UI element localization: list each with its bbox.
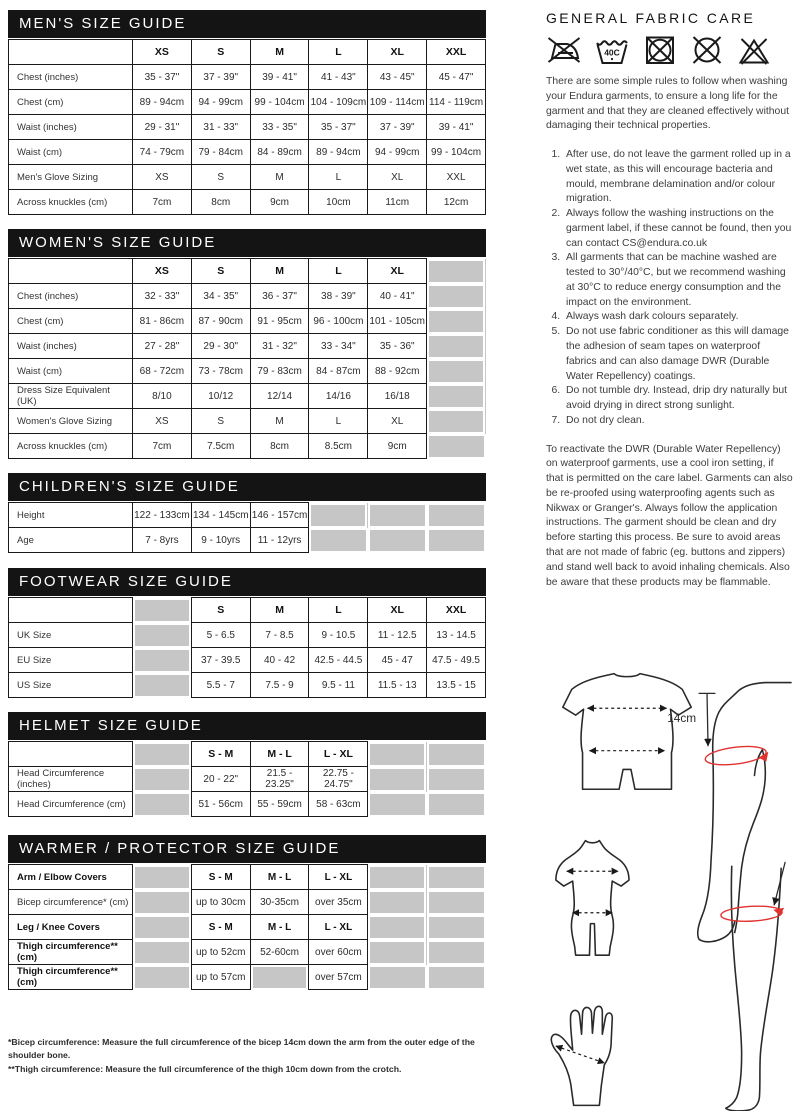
row-label: Head Circumference (cm)	[9, 792, 133, 817]
size-cell: 104 - 109cm	[309, 90, 368, 115]
dwr-paragraph: To reactivate the DWR (Durable Water Repellency) on waterproof garments, use a cool iron setting, if that is permitted on the care label. Garments can also be re-proofed using waterproofing agents such as Nikwax or Granger's. Always follow the application instructions. The garment should be clean and dry before starting this process. Be sure to avoid areas that are not made of fabric (eg. buttons and zippers) and stand well back to avoid inhaling chemicals. Also be aware that these products may be flammable.	[546, 443, 793, 588]
size-cell: 37 - 39"	[191, 65, 250, 90]
size-cell: L	[309, 409, 368, 434]
size-cell: 8cm	[191, 190, 250, 215]
size-cell: 11.5 - 13	[368, 673, 427, 698]
size-cell	[427, 503, 486, 528]
childrens-size-table	[8, 502, 486, 553]
size-cell: 11cm	[368, 190, 427, 215]
size-cell: 40 - 41"	[368, 284, 427, 309]
size-cell	[427, 965, 486, 990]
size-cell: 27 - 28"	[133, 334, 192, 359]
size-cell	[133, 940, 192, 965]
size-cell: 33 - 35"	[250, 115, 309, 140]
size-cell: 31 - 33"	[191, 115, 250, 140]
size-cell: 58 - 63cm	[309, 792, 368, 817]
row-label: Bicep circumference* (cm)	[9, 890, 133, 915]
size-cell: 16/18	[368, 384, 427, 409]
table-row	[9, 334, 486, 359]
column-header: XL	[368, 40, 427, 65]
fabric-care-column	[546, 10, 793, 1111]
warmer-protector-size-guide-section	[8, 835, 486, 990]
row-label: Height	[9, 503, 133, 528]
bicep-circumference-ring	[704, 744, 767, 768]
size-cell: 41 - 43"	[309, 65, 368, 90]
size-cell: 55 - 59cm	[250, 792, 309, 817]
size-cell: M	[250, 409, 309, 434]
wash-temp-label: 40C	[604, 47, 620, 58]
size-cell: 122 - 133cm	[133, 503, 192, 528]
size-cell: 47.5 - 49.5	[427, 648, 486, 673]
size-cell: L - XL	[309, 915, 368, 940]
size-cell	[133, 792, 192, 817]
size-cell: 45 - 47"	[427, 65, 486, 90]
size-cell: 14/16	[309, 384, 368, 409]
do-not-iron-icon	[546, 34, 582, 66]
size-cell	[309, 503, 368, 528]
column-header: L	[309, 40, 368, 65]
size-cell: 73 - 78cm	[191, 359, 250, 384]
size-cell: up to 52cm	[191, 940, 250, 965]
size-cell	[427, 915, 486, 940]
size-cell: over 57cm	[309, 965, 368, 990]
size-cell: M	[250, 165, 309, 190]
footnotes	[8, 1036, 486, 1076]
row-label: Thigh circumference** (cm)	[9, 965, 133, 990]
size-cell: 33 - 34"	[309, 334, 368, 359]
row-label: Age	[9, 528, 133, 553]
size-cell	[133, 648, 192, 673]
size-cell: S	[191, 165, 250, 190]
size-cell	[309, 528, 368, 553]
table-row	[9, 65, 486, 90]
size-cell: 96 - 100cm	[309, 309, 368, 334]
size-cell: 99 - 104cm	[250, 90, 309, 115]
size-cell: 29 - 30"	[191, 334, 250, 359]
column-header: XS	[133, 40, 192, 65]
care-rule-item: 5. Do not use fabric conditioner as this will damage the adhesion of seam tapes on waterproof fabrics and can also damage DWR (Durable Water Repellency) coatings.	[563, 325, 793, 384]
footwear-size-table	[8, 597, 486, 698]
size-cell: 31 - 32"	[250, 334, 309, 359]
size-cell: up to 30cm	[191, 890, 250, 915]
table-row	[9, 648, 486, 673]
size-cell: XL	[368, 165, 427, 190]
helmet-size-guide-section	[8, 712, 486, 817]
size-cell: 89 - 94cm	[309, 140, 368, 165]
column-header: L	[309, 598, 368, 623]
size-cell: 37 - 39.5	[191, 648, 250, 673]
column-header: XL	[368, 259, 427, 284]
column-header	[427, 742, 486, 767]
column-header: M	[250, 598, 309, 623]
row-label: Chest (inches)	[9, 65, 133, 90]
size-cell	[368, 940, 427, 965]
table-row	[9, 767, 486, 792]
table-row	[9, 673, 486, 698]
size-cell: 12cm	[427, 190, 486, 215]
row-label: Thigh circumference** (cm)	[9, 940, 133, 965]
size-cell: 7 - 8.5	[250, 623, 309, 648]
size-header-row	[9, 742, 486, 767]
row-label: Chest (cm)	[9, 309, 133, 334]
size-cell: 32 - 33"	[133, 284, 192, 309]
row-label: UK Size	[9, 623, 133, 648]
size-cell: XL	[368, 409, 427, 434]
size-cell: 10cm	[309, 190, 368, 215]
row-label: Across knuckles (cm)	[9, 190, 133, 215]
size-cell: L	[309, 165, 368, 190]
size-cell: 20 - 22"	[191, 767, 250, 792]
table-row	[9, 865, 486, 890]
size-cell: 134 - 145cm	[191, 503, 250, 528]
section-title-womens: WOMEN'S SIZE GUIDE	[8, 229, 486, 257]
row-label: Women's Glove Sizing	[9, 409, 133, 434]
table-row	[9, 965, 486, 990]
size-cell	[368, 865, 427, 890]
size-header-row	[9, 598, 486, 623]
size-cell	[368, 528, 427, 553]
size-cell: 35 - 37"	[133, 65, 192, 90]
table-row	[9, 503, 486, 528]
size-header-row	[9, 259, 486, 284]
row-label: Waist (cm)	[9, 359, 133, 384]
section-title-footwear: FOOTWEAR SIZE GUIDE	[8, 568, 486, 596]
size-cell: 91 - 95cm	[250, 309, 309, 334]
size-cell: 39 - 41"	[250, 65, 309, 90]
size-cell: 43 - 45"	[368, 65, 427, 90]
size-cell: 11 - 12.5	[368, 623, 427, 648]
bicep-distance-arrow	[707, 695, 708, 746]
size-tables-column	[8, 10, 486, 1076]
size-cell: 22.75 - 24.75"	[309, 767, 368, 792]
size-cell	[368, 890, 427, 915]
size-cell	[368, 965, 427, 990]
size-cell: 13.5 - 15	[427, 673, 486, 698]
care-rule-item: 7. Do not dry clean.	[563, 414, 793, 429]
column-header: XXL	[427, 598, 486, 623]
column-header	[133, 742, 192, 767]
size-cell: 13 - 14.5	[427, 623, 486, 648]
size-cell	[427, 309, 486, 334]
do-not-bleach-icon	[736, 34, 772, 66]
size-cell: M - L	[250, 865, 309, 890]
column-header: S	[191, 259, 250, 284]
size-cell: L - XL	[309, 865, 368, 890]
size-cell	[133, 915, 192, 940]
measurement-diagrams	[546, 656, 793, 1111]
column-header	[368, 742, 427, 767]
size-cell: 74 - 79cm	[133, 140, 192, 165]
childrens-size-guide-section	[8, 473, 486, 553]
size-cell: 94 - 99cm	[191, 90, 250, 115]
table-row	[9, 309, 486, 334]
row-label: US Size	[9, 673, 133, 698]
mens-size-guide-section	[8, 10, 486, 215]
size-cell: 7cm	[133, 434, 192, 459]
hand-measurement-diagram	[551, 1007, 612, 1106]
size-cell: 52-60cm	[250, 940, 309, 965]
size-cell: 10/12	[191, 384, 250, 409]
column-header	[133, 598, 192, 623]
row-label: Waist (cm)	[9, 140, 133, 165]
size-cell: S - M	[191, 865, 250, 890]
bicep-footnote: *Bicep circumference: Measure the full circumference of the bicep 14cm down the arm from the outer edge of the shoulder bone.	[8, 1037, 475, 1061]
size-cell	[133, 965, 192, 990]
size-cell: XXL	[427, 165, 486, 190]
size-cell: 8.5cm	[309, 434, 368, 459]
size-cell: 146 - 157cm	[250, 503, 309, 528]
size-cell: 39 - 41"	[427, 115, 486, 140]
do-not-tumble-dry-icon	[642, 34, 678, 66]
thigh-circumference-ring	[721, 905, 783, 923]
warmer-size-table	[8, 864, 486, 990]
size-cell	[427, 767, 486, 792]
machine-wash-40-icon	[593, 34, 631, 66]
size-cell: 38 - 39"	[309, 284, 368, 309]
care-rule-item: 4. Always wash dark colours separately.	[563, 310, 793, 325]
size-cell: 37 - 39"	[368, 115, 427, 140]
row-label: Head Circumference (inches)	[9, 767, 133, 792]
table-row	[9, 528, 486, 553]
size-cell: 9cm	[368, 434, 427, 459]
table-row	[9, 434, 486, 459]
size-cell: 21.5 - 23.25"	[250, 767, 309, 792]
size-cell: 7.5 - 9	[250, 673, 309, 698]
table-row	[9, 284, 486, 309]
row-label: Waist (inches)	[9, 334, 133, 359]
column-header: S - M	[191, 742, 250, 767]
size-cell: XS	[133, 409, 192, 434]
size-cell	[427, 334, 486, 359]
size-cell: over 35cm	[309, 890, 368, 915]
table-row	[9, 940, 486, 965]
size-cell	[427, 865, 486, 890]
corner-cell	[9, 598, 133, 623]
size-cell: 9cm	[250, 190, 309, 215]
row-label: Men's Glove Sizing	[9, 165, 133, 190]
size-cell	[368, 792, 427, 817]
care-rule-item: 2. Always follow the washing instructions on the garment label, if these cannot be found, then you can contact CS@endura.co.uk	[563, 207, 793, 251]
size-cell: 81 - 86cm	[133, 309, 192, 334]
size-cell: 84 - 87cm	[309, 359, 368, 384]
size-cell	[133, 890, 192, 915]
table-row	[9, 140, 486, 165]
size-cell: 89 - 94cm	[133, 90, 192, 115]
table-row	[9, 384, 486, 409]
size-cell: S - M	[191, 915, 250, 940]
section-title-helmet: HELMET SIZE GUIDE	[8, 712, 486, 740]
table-row	[9, 90, 486, 115]
size-cell	[133, 623, 192, 648]
size-cell: 36 - 37"	[250, 284, 309, 309]
size-cell: 114 - 119cm	[427, 90, 486, 115]
mens-body-diagram	[563, 674, 691, 790]
corner-cell	[9, 40, 133, 65]
size-cell	[133, 865, 192, 890]
size-cell: 94 - 99cm	[368, 140, 427, 165]
row-label: Waist (inches)	[9, 115, 133, 140]
row-label: Leg / Knee Covers	[9, 915, 133, 940]
size-cell: 7 - 8yrs	[133, 528, 192, 553]
womens-size-table	[8, 258, 486, 459]
size-cell: 79 - 83cm	[250, 359, 309, 384]
corner-cell	[9, 742, 133, 767]
row-label: Dress Size Equivalent (UK)	[9, 384, 133, 409]
size-header-row	[9, 40, 486, 65]
size-cell	[427, 890, 486, 915]
table-row	[9, 792, 486, 817]
row-label: Chest (cm)	[9, 90, 133, 115]
row-label: EU Size	[9, 648, 133, 673]
size-cell: 87 - 90cm	[191, 309, 250, 334]
care-rule-item: 6. Do not tumble dry. Instead, drip dry naturally but avoid drying in direct strong sunlight.	[563, 384, 793, 414]
leg-measurement-diagram	[721, 863, 786, 1111]
care-intro-paragraph: There are some simple rules to follow when washing your Endura garments, to ensure a long life for the garment and that they are cleaned effectively without damaging their technical properties.	[546, 76, 789, 132]
table-row	[9, 890, 486, 915]
care-rule-item: 1. After use, do not leave the garment rolled up in a wet state, as this will encourage bacteria and mould, membrane delamination and/or colour migration.	[563, 148, 793, 207]
table-row	[9, 409, 486, 434]
size-cell: 88 - 92cm	[368, 359, 427, 384]
size-cell: 9 - 10yrs	[191, 528, 250, 553]
size-cell: 35 - 36"	[368, 334, 427, 359]
size-cell	[133, 767, 192, 792]
size-cell	[427, 409, 486, 434]
size-cell: 68 - 72cm	[133, 359, 192, 384]
row-label: Arm / Elbow Covers	[9, 865, 133, 890]
column-header: L - XL	[309, 742, 368, 767]
thigh-footnote: **Thigh circumference: Measure the full circumference of the thigh 10cm down from the crotch.	[8, 1063, 402, 1074]
size-cell	[427, 359, 486, 384]
column-header: M	[250, 40, 309, 65]
size-cell	[368, 915, 427, 940]
column-header: S	[191, 598, 250, 623]
size-cell: 51 - 56cm	[191, 792, 250, 817]
column-header: M	[250, 259, 309, 284]
size-cell	[427, 940, 486, 965]
size-cell: 9.5 - 11	[309, 673, 368, 698]
size-cell: up to 57cm	[191, 965, 250, 990]
care-icons-row	[546, 34, 793, 66]
footwear-size-guide-section	[8, 568, 486, 698]
section-title-warmer: WARMER / PROTECTOR SIZE GUIDE	[8, 835, 486, 863]
size-cell: 9 - 10.5	[309, 623, 368, 648]
table-row	[9, 165, 486, 190]
size-cell: 5 - 6.5	[191, 623, 250, 648]
size-cell: 8/10	[133, 384, 192, 409]
size-cell	[368, 503, 427, 528]
corner-cell	[9, 259, 133, 284]
size-cell	[427, 528, 486, 553]
table-row	[9, 915, 486, 940]
table-row	[9, 623, 486, 648]
size-cell: 35 - 37"	[309, 115, 368, 140]
size-cell: M - L	[250, 915, 309, 940]
section-title-mens: MEN'S SIZE GUIDE	[8, 10, 486, 38]
size-cell: 8cm	[250, 434, 309, 459]
size-cell: 34 - 35"	[191, 284, 250, 309]
size-cell: S	[191, 409, 250, 434]
row-label: Across knuckles (cm)	[9, 434, 133, 459]
size-cell: over 60cm	[309, 940, 368, 965]
size-cell: 7cm	[133, 190, 192, 215]
size-cell: 11 - 12yrs	[250, 528, 309, 553]
size-cell: 5.5 - 7	[191, 673, 250, 698]
row-label: Chest (inches)	[9, 284, 133, 309]
size-cell: 79 - 84cm	[191, 140, 250, 165]
size-cell: 84 - 89cm	[250, 140, 309, 165]
size-cell	[368, 767, 427, 792]
care-rule-item: 3. All garments that can be machine washed are tested to 30°/40°C, but we recommend washing at 30°C to reduce energy consumption and the impact on the environment.	[563, 251, 793, 310]
size-cell	[133, 673, 192, 698]
size-cell	[427, 384, 486, 409]
womens-size-guide-section	[8, 229, 486, 459]
arm-measure-label: 14cm	[667, 711, 697, 726]
size-cell: 45 - 47	[368, 648, 427, 673]
size-cell: 30-35cm	[250, 890, 309, 915]
size-cell: 99 - 104cm	[427, 140, 486, 165]
womens-body-diagram	[556, 841, 629, 956]
section-title-childrens: CHILDREN'S SIZE GUIDE	[8, 473, 486, 501]
do-not-dry-clean-icon	[689, 34, 725, 66]
size-cell: 101 - 105cm	[368, 309, 427, 334]
mens-size-table	[8, 39, 486, 215]
helmet-size-table	[8, 741, 486, 817]
column-header: S	[191, 40, 250, 65]
arm-measurement-diagram	[667, 683, 791, 942]
column-header: XS	[133, 259, 192, 284]
table-row	[9, 190, 486, 215]
size-cell	[427, 284, 486, 309]
size-cell	[427, 792, 486, 817]
size-cell	[427, 434, 486, 459]
table-row	[9, 115, 486, 140]
size-cell	[250, 965, 309, 990]
column-header: XL	[368, 598, 427, 623]
size-cell: 29 - 31"	[133, 115, 192, 140]
column-header	[427, 259, 486, 284]
column-header: XXL	[427, 40, 486, 65]
column-header: M - L	[250, 742, 309, 767]
size-cell: 7.5cm	[191, 434, 250, 459]
size-cell: XS	[133, 165, 192, 190]
size-cell: 40 - 42	[250, 648, 309, 673]
table-row	[9, 359, 486, 384]
care-rules-list	[546, 148, 793, 429]
size-cell: 109 - 114cm	[368, 90, 427, 115]
fabric-care-title: GENERAL FABRIC CARE	[546, 10, 756, 26]
column-header: L	[309, 259, 368, 284]
size-cell: 12/14	[250, 384, 309, 409]
size-cell: 42.5 - 44.5	[309, 648, 368, 673]
